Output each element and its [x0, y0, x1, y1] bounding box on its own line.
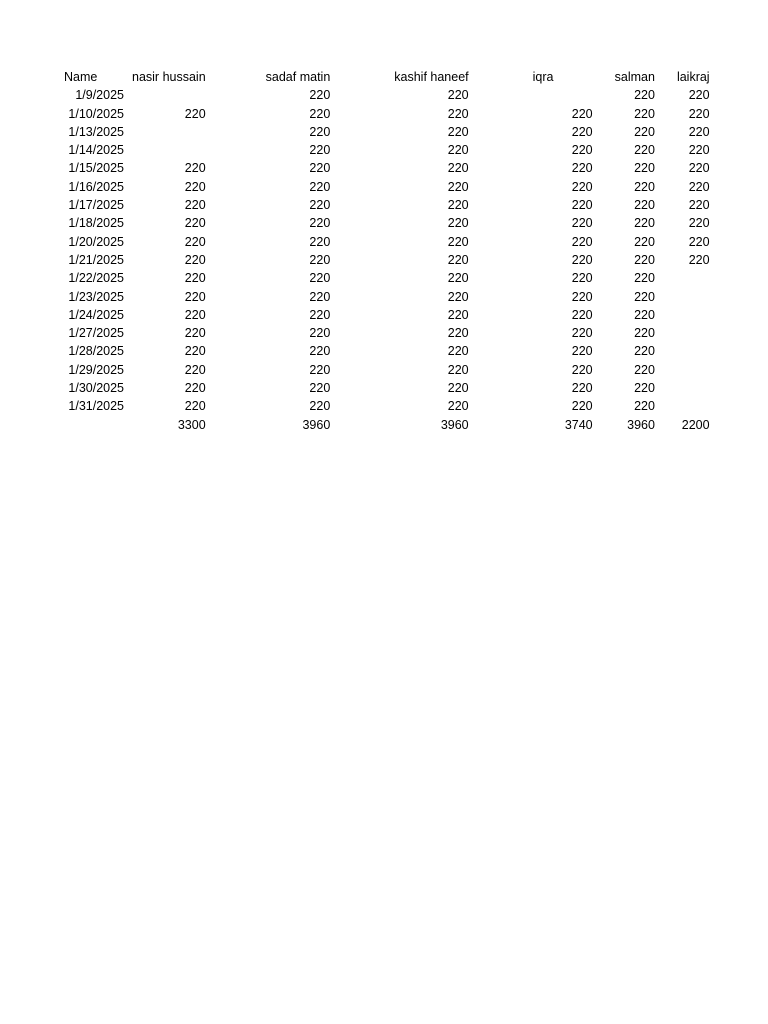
value-cell-salman: 220: [634, 161, 655, 176]
table-row: [60, 123, 714, 141]
value-cell-salman: 220: [634, 106, 655, 121]
date-cell: 1/23/2025: [68, 289, 124, 304]
table-row: [60, 251, 714, 269]
value-cell-kashif-haneef: 220: [447, 252, 469, 267]
table-row: [60, 196, 714, 214]
value-cell-laikraj: [659, 342, 714, 360]
value-cell-nasir-hussain: 220: [184, 399, 206, 414]
value-cell-laikraj: 220: [688, 106, 710, 121]
date-cell: 1/31/2025: [68, 399, 124, 414]
value-cell-laikraj: [659, 324, 714, 342]
value-cell-kashif-haneef: 220: [447, 179, 469, 194]
value-cell-sadaf-matin: 220: [309, 362, 331, 377]
value-cell-salman: 220: [634, 271, 655, 286]
value-cell-kashif-haneef: 220: [447, 106, 469, 121]
value-cell-salman: 220: [634, 198, 655, 213]
date-cell: 1/24/2025: [68, 307, 124, 322]
value-cell-laikraj: 220: [688, 88, 710, 103]
value-cell-salman: 220: [634, 381, 655, 396]
date-cell: 1/22/2025: [68, 271, 124, 286]
value-cell-laikraj: 220: [688, 234, 710, 249]
header-row: [60, 68, 714, 86]
date-cell: 1/30/2025: [68, 381, 124, 396]
value-cell-kashif-haneef: 220: [447, 143, 469, 158]
value-cell-nasir-hussain: [128, 123, 210, 141]
table-row: [60, 141, 714, 159]
value-cell-kashif-haneef: 220: [447, 399, 469, 414]
value-cell-salman: 220: [634, 289, 655, 304]
value-cell-nasir-hussain: 220: [184, 344, 206, 359]
total-iqra: 3740: [564, 417, 593, 432]
value-cell-sadaf-matin: 220: [309, 381, 331, 396]
date-cell: 1/18/2025: [68, 216, 124, 231]
totals-row: [60, 416, 714, 434]
table-row: [60, 159, 714, 177]
value-cell-nasir-hussain: [128, 86, 210, 104]
value-cell-kashif-haneef: 220: [447, 326, 469, 341]
value-cell-kashif-haneef: 220: [447, 289, 469, 304]
value-cell-iqra: 220: [571, 252, 593, 267]
value-cell-sadaf-matin: 220: [309, 216, 331, 231]
value-cell-sadaf-matin: 220: [309, 179, 331, 194]
value-cell-nasir-hussain: 220: [184, 252, 206, 267]
value-cell-iqra: 220: [571, 362, 593, 377]
header-iqra: iqra: [532, 70, 554, 84]
value-cell-sadaf-matin: 220: [309, 252, 331, 267]
value-cell-salman: 220: [634, 326, 655, 341]
value-cell-iqra: [473, 86, 597, 104]
value-cell-iqra: 220: [571, 289, 593, 304]
header-name: Name: [64, 70, 98, 84]
table-row: [60, 105, 714, 123]
value-cell-laikraj: [659, 288, 714, 306]
value-cell-laikraj: [659, 306, 714, 324]
table-row: [60, 233, 714, 251]
value-cell-iqra: 220: [571, 234, 593, 249]
table-row: [60, 379, 714, 397]
value-cell-laikraj: [659, 269, 714, 287]
value-cell-sadaf-matin: 220: [309, 198, 331, 213]
date-cell: 1/15/2025: [68, 161, 124, 176]
value-cell-laikraj: [659, 361, 714, 379]
value-cell-kashif-haneef: 220: [447, 307, 469, 322]
value-cell-salman: 220: [634, 234, 655, 249]
value-cell-kashif-haneef: 220: [447, 362, 469, 377]
value-cell-kashif-haneef: 220: [447, 234, 469, 249]
value-cell-iqra: 220: [571, 307, 593, 322]
value-cell-iqra: 220: [571, 381, 593, 396]
total-salman: 3960: [627, 417, 655, 432]
attendance-table: [60, 68, 714, 434]
table-body: [60, 86, 714, 415]
total-laikraj: 2200: [681, 417, 710, 432]
value-cell-kashif-haneef: 220: [447, 161, 469, 176]
value-cell-iqra: 220: [571, 198, 593, 213]
value-cell-salman: 220: [634, 143, 655, 158]
value-cell-salman: 220: [634, 88, 655, 103]
value-cell-sadaf-matin: 220: [309, 234, 331, 249]
header-nasir-hussain: nasir hussain: [132, 70, 206, 84]
header-kashif-haneef: kashif haneef: [394, 70, 469, 84]
value-cell-kashif-haneef: 220: [447, 216, 469, 231]
table-row: [60, 342, 714, 360]
total-kashif-haneef: 3960: [440, 417, 469, 432]
value-cell-nasir-hussain: 220: [184, 198, 206, 213]
value-cell-iqra: 220: [571, 271, 593, 286]
table-row: [60, 288, 714, 306]
value-cell-sadaf-matin: 220: [309, 88, 331, 103]
date-cell: 1/28/2025: [68, 344, 124, 359]
date-cell: 1/14/2025: [68, 143, 124, 158]
value-cell-salman: 220: [634, 399, 655, 414]
totals-label-cell: [60, 416, 128, 434]
value-cell-iqra: 220: [571, 124, 593, 139]
value-cell-kashif-haneef: 220: [447, 381, 469, 396]
date-cell: 1/10/2025: [68, 106, 124, 121]
date-cell: 1/21/2025: [68, 252, 124, 267]
value-cell-salman: 220: [634, 252, 655, 267]
value-cell-iqra: 220: [571, 106, 593, 121]
value-cell-nasir-hussain: 220: [184, 106, 206, 121]
value-cell-laikraj: 220: [688, 216, 710, 231]
total-sadaf-matin: 3960: [302, 417, 331, 432]
value-cell-sadaf-matin: 220: [309, 344, 331, 359]
date-cell: 1/13/2025: [68, 124, 124, 139]
value-cell-sadaf-matin: 220: [309, 326, 331, 341]
value-cell-salman: 220: [634, 124, 655, 139]
value-cell-kashif-haneef: 220: [447, 344, 469, 359]
value-cell-laikraj: 220: [688, 179, 710, 194]
value-cell-sadaf-matin: 220: [309, 106, 331, 121]
value-cell-nasir-hussain: 220: [184, 234, 206, 249]
value-cell-iqra: 220: [571, 216, 593, 231]
date-cell: 1/17/2025: [68, 198, 124, 213]
value-cell-nasir-hussain: 220: [184, 289, 206, 304]
header-laikraj: laikraj: [676, 70, 710, 84]
table-row: [60, 86, 714, 104]
value-cell-sadaf-matin: 220: [309, 161, 331, 176]
date-cell: 1/9/2025: [75, 88, 124, 103]
value-cell-iqra: 220: [571, 161, 593, 176]
value-cell-salman: 220: [634, 344, 655, 359]
value-cell-nasir-hussain: 220: [184, 381, 206, 396]
table-row: [60, 361, 714, 379]
value-cell-sadaf-matin: 220: [309, 143, 331, 158]
value-cell-nasir-hussain: 220: [184, 179, 206, 194]
value-cell-nasir-hussain: 220: [184, 307, 206, 322]
value-cell-kashif-haneef: 220: [447, 271, 469, 286]
value-cell-laikraj: 220: [688, 161, 710, 176]
value-cell-salman: 220: [634, 307, 655, 322]
value-cell-iqra: 220: [571, 143, 593, 158]
value-cell-nasir-hussain: 220: [184, 362, 206, 377]
value-cell-laikraj: [659, 397, 714, 415]
value-cell-kashif-haneef: 220: [447, 198, 469, 213]
value-cell-kashif-haneef: 220: [447, 124, 469, 139]
value-cell-salman: 220: [634, 179, 655, 194]
value-cell-nasir-hussain: 220: [184, 326, 206, 341]
value-cell-iqra: 220: [571, 399, 593, 414]
table-row: [60, 306, 714, 324]
value-cell-nasir-hussain: 220: [184, 161, 206, 176]
value-cell-iqra: 220: [571, 326, 593, 341]
value-cell-iqra: 220: [571, 344, 593, 359]
value-cell-sadaf-matin: 220: [309, 307, 331, 322]
value-cell-salman: 220: [634, 216, 655, 231]
value-cell-laikraj: 220: [688, 252, 710, 267]
value-cell-iqra: 220: [571, 179, 593, 194]
table-row: [60, 324, 714, 342]
date-cell: 1/16/2025: [68, 179, 124, 194]
value-cell-laikraj: [659, 379, 714, 397]
value-cell-nasir-hussain: [128, 141, 210, 159]
value-cell-laikraj: 220: [688, 124, 710, 139]
value-cell-sadaf-matin: 220: [309, 399, 331, 414]
table-row: [60, 178, 714, 196]
value-cell-laikraj: 220: [688, 143, 710, 158]
table-row: [60, 397, 714, 415]
value-cell-kashif-haneef: 220: [447, 88, 469, 103]
value-cell-laikraj: 220: [688, 198, 710, 213]
value-cell-nasir-hussain: 220: [184, 271, 206, 286]
header-salman: salman: [614, 70, 655, 84]
header-sadaf-matin: sadaf matin: [265, 70, 331, 84]
value-cell-salman: 220: [634, 362, 655, 377]
value-cell-sadaf-matin: 220: [309, 289, 331, 304]
date-cell: 1/20/2025: [68, 234, 124, 249]
value-cell-nasir-hussain: 220: [184, 216, 206, 231]
total-nasir-hussain: 3300: [177, 417, 206, 432]
date-cell: 1/27/2025: [68, 326, 124, 341]
table-row: [60, 214, 714, 232]
date-cell: 1/29/2025: [68, 362, 124, 377]
table-row: [60, 269, 714, 287]
value-cell-sadaf-matin: 220: [309, 124, 331, 139]
value-cell-sadaf-matin: 220: [309, 271, 331, 286]
